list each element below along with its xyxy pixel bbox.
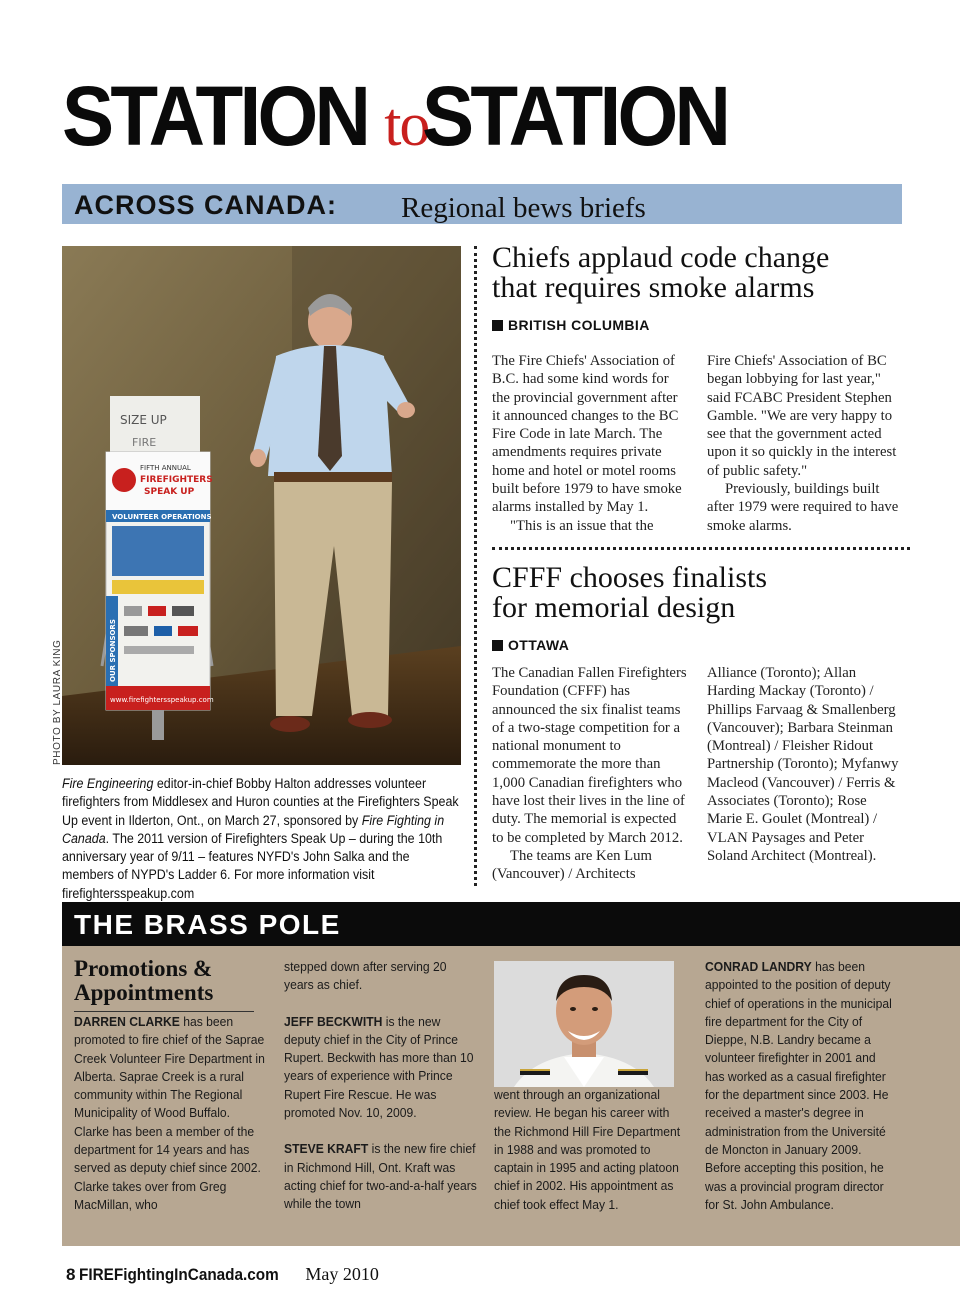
svg-text:www.firefightersspeakup.com: www.firefightersspeakup.com [110, 696, 214, 704]
story2-column-1 [492, 664, 690, 884]
masthead-to: to [384, 91, 429, 159]
kraft-headshot [494, 961, 674, 1087]
story1-column-2 [707, 352, 905, 535]
beckwith-item [284, 1013, 477, 1123]
promotions-heading-line2: Appointments [74, 980, 214, 1005]
beckwith-name: JEFF BECKWITH [284, 1013, 383, 1029]
story2-col2-paragraph-1: Alliance (Toronto); Allan Harding Mackay (Toronto) / Phillips Farvaag & Smallenberg (Vancouver); Barbara Steinman (Montreal) / Fleisher Ridout Partnership (Toronto); Myfanwy Macleod (Vancouver) / Ferris & Associates (Toronto); Rose Marie E. Goulet (Montreal) / VLAN Paysages and Peter Soland Architect (Montreal). [707, 665, 899, 864]
promotions-column-1 [74, 1013, 267, 1232]
landry-item [705, 958, 898, 1214]
svg-text:FIREFIGHTERS: FIREFIGHTERS [140, 475, 213, 485]
footer-date: May 2010 [305, 1264, 379, 1284]
landry-name: CONRAD LANDRY [705, 959, 812, 974]
svg-text:FIFTH ANNUAL: FIFTH ANNUAL [140, 464, 191, 472]
horizontal-dotted-divider [492, 547, 910, 550]
section-band-subtitle: Regional bews briefs [401, 192, 646, 224]
svg-text:SIZE UP: SIZE UP [120, 413, 167, 427]
promotions-column-4 [705, 958, 898, 1232]
vertical-dotted-divider [474, 246, 477, 886]
svg-text:FIRE: FIRE [132, 436, 157, 449]
story1-col2-paragraph-1: Fire Chiefs' Association of BC began lobbying for last year," said FCABC President Stephen Gamble. "We are very happy to see that the government acted upon it so quickly in the interest of public safety." [707, 353, 897, 479]
square-bullet-icon [492, 320, 503, 331]
caption-text-1: editor-in-chief Bobby Halton addresses volunteer firefighters from Middlesex and Huron counties at the Firefighters Speak Up event in Ilderton, Ont., on March 27, sponsored by [62, 776, 459, 828]
story2-column-2 [707, 664, 905, 865]
section-band-label: ACROSS CANADA: [74, 190, 337, 220]
story1-region-label: BRITISH COLUMBIA [508, 317, 650, 333]
svg-text:SPEAK UP: SPEAK UP [144, 487, 195, 497]
caption-italic-lead: Fire Engineering [62, 776, 154, 791]
story1-col1-paragraph-1: The Fire Chiefs' Association of B.C. had some kind words for the provincial government after it announced changes to the BC Fire Code in late March. The amendments requires private home and hotel or motel rooms built before 1979 to have smoke alarms installed by May 1. [492, 353, 682, 516]
col2-lead: stepped down after serving 20 years as chief. [284, 959, 447, 993]
caption-text-2: . The 2011 version of Firefighters Speak Up – during the 10th anniversary year of 9/11 – features NYFD's John Salka and the members of NYPD's Ladder 6. For more information visit firefightersspeakup.com [62, 830, 443, 901]
promotions-column-3 [494, 1086, 687, 1232]
story2-col1-paragraph-2: The teams are Ken Lum (Vancouver) / Architects [492, 847, 652, 883]
story1-headline [492, 243, 829, 303]
story1-col1-paragraph-2: "This is an issue that the [510, 517, 654, 534]
section-band [62, 184, 902, 224]
kraft-text: is the new fire chief in Richmond Hill, Ont. Kraft was acting chief for two-and-a-half years while the town [284, 1141, 477, 1212]
col3-text: went through an organizational review. He began his career with the Richmond Hill Fire Department in 1988 and was promoted to captain in 1995 and acting platoon chief in 2002. His appointment as chief took effect May 1. [494, 1087, 681, 1212]
photo-credit: PHOTO BY LAURA KING [52, 639, 63, 765]
story2-col1-paragraph-1: The Canadian Fallen Firefighters Foundation (CFFF) has announced the six finalist teams of a two-stage competition for a national monument to commemorate the more than 1,000 Canadian firefighters who have lost their lives in the line of duty. The memorial is expected to be completed by March 2012. [492, 665, 687, 846]
page-number: 8 [66, 1265, 76, 1284]
clarke-text: has been promoted to fire chief of the Saprae Creek Volunteer Fire Department in Alberta. Saprae Creek is a rural community within The Regional Municipality of Wood Buffalo. Clarke has been a member of the department for 14 years and has served as deputy chief since 2002. Clarke takes over from Greg MacMillan, who [74, 1014, 265, 1212]
promotions-heading [74, 957, 254, 1012]
svg-text:OUR SPONSORS: OUR SPONSORS [109, 619, 117, 682]
masthead-station-left: STATION [62, 69, 368, 163]
masthead-station-right: STATION [422, 69, 728, 163]
promotions-column-2 [284, 958, 477, 1232]
story2-region [492, 637, 569, 653]
story2-headline-line2: for memorial design [492, 591, 736, 624]
story2-region-label: OTTAWA [508, 637, 570, 653]
story1-col2-paragraph-2: Previously, buildings built after 1979 were required to have smoke alarms. [707, 481, 899, 534]
landry-text: has been appointed to the position of deputy chief of operations in the municipal fire department for the City of Dieppe, N.B. Landry became a volunteer firefighter in 2001 and has worked as a casual firefighter for the department since 2003. He received a master's degree in administration from the Université de Moncton in January 2009. Before accepting this position, he was a provincial program director for St. John Ambulance. [705, 959, 892, 1212]
event-photo-illustration [62, 246, 461, 765]
story1-headline-line2: that requires smoke alarms [492, 271, 815, 304]
photo-caption [62, 775, 460, 903]
beckwith-text: is the new deputy chief in the City of Prince Rupert. Beckwith has more than 10 years of experience with Prince Rupert Fire Rescue. He was promoted Nov. 10, 2009. [284, 1013, 474, 1121]
story2-headline-line1: CFFF chooses finalists [492, 561, 768, 594]
brass-pole-title: THE BRASS POLE [74, 909, 341, 940]
clarke-name: DARREN CLARKE [74, 1014, 180, 1029]
clarke-item [74, 1013, 267, 1214]
story1-column-1 [492, 352, 688, 535]
event-photo [62, 246, 461, 765]
promotions-heading-line1: Promotions & [74, 956, 213, 981]
caption-italic-mid: Fire Fighting in Canada [62, 812, 445, 846]
story1-region [492, 317, 650, 333]
story2-headline [492, 563, 767, 623]
kraft-name: STEVE KRAFT [284, 1141, 369, 1157]
kraft-item [284, 1140, 477, 1213]
footer-site-link[interactable]: FIREFightingInCanada.com [79, 1265, 280, 1284]
headshot-illustration [494, 961, 674, 1087]
masthead [62, 68, 751, 163]
square-bullet-icon [492, 640, 503, 651]
svg-text:VOLUNTEER OPERATIONS: VOLUNTEER OPERATIONS [112, 513, 212, 521]
story1-headline-line1: Chiefs applaud code change [492, 241, 830, 274]
page-footer [66, 1264, 379, 1285]
